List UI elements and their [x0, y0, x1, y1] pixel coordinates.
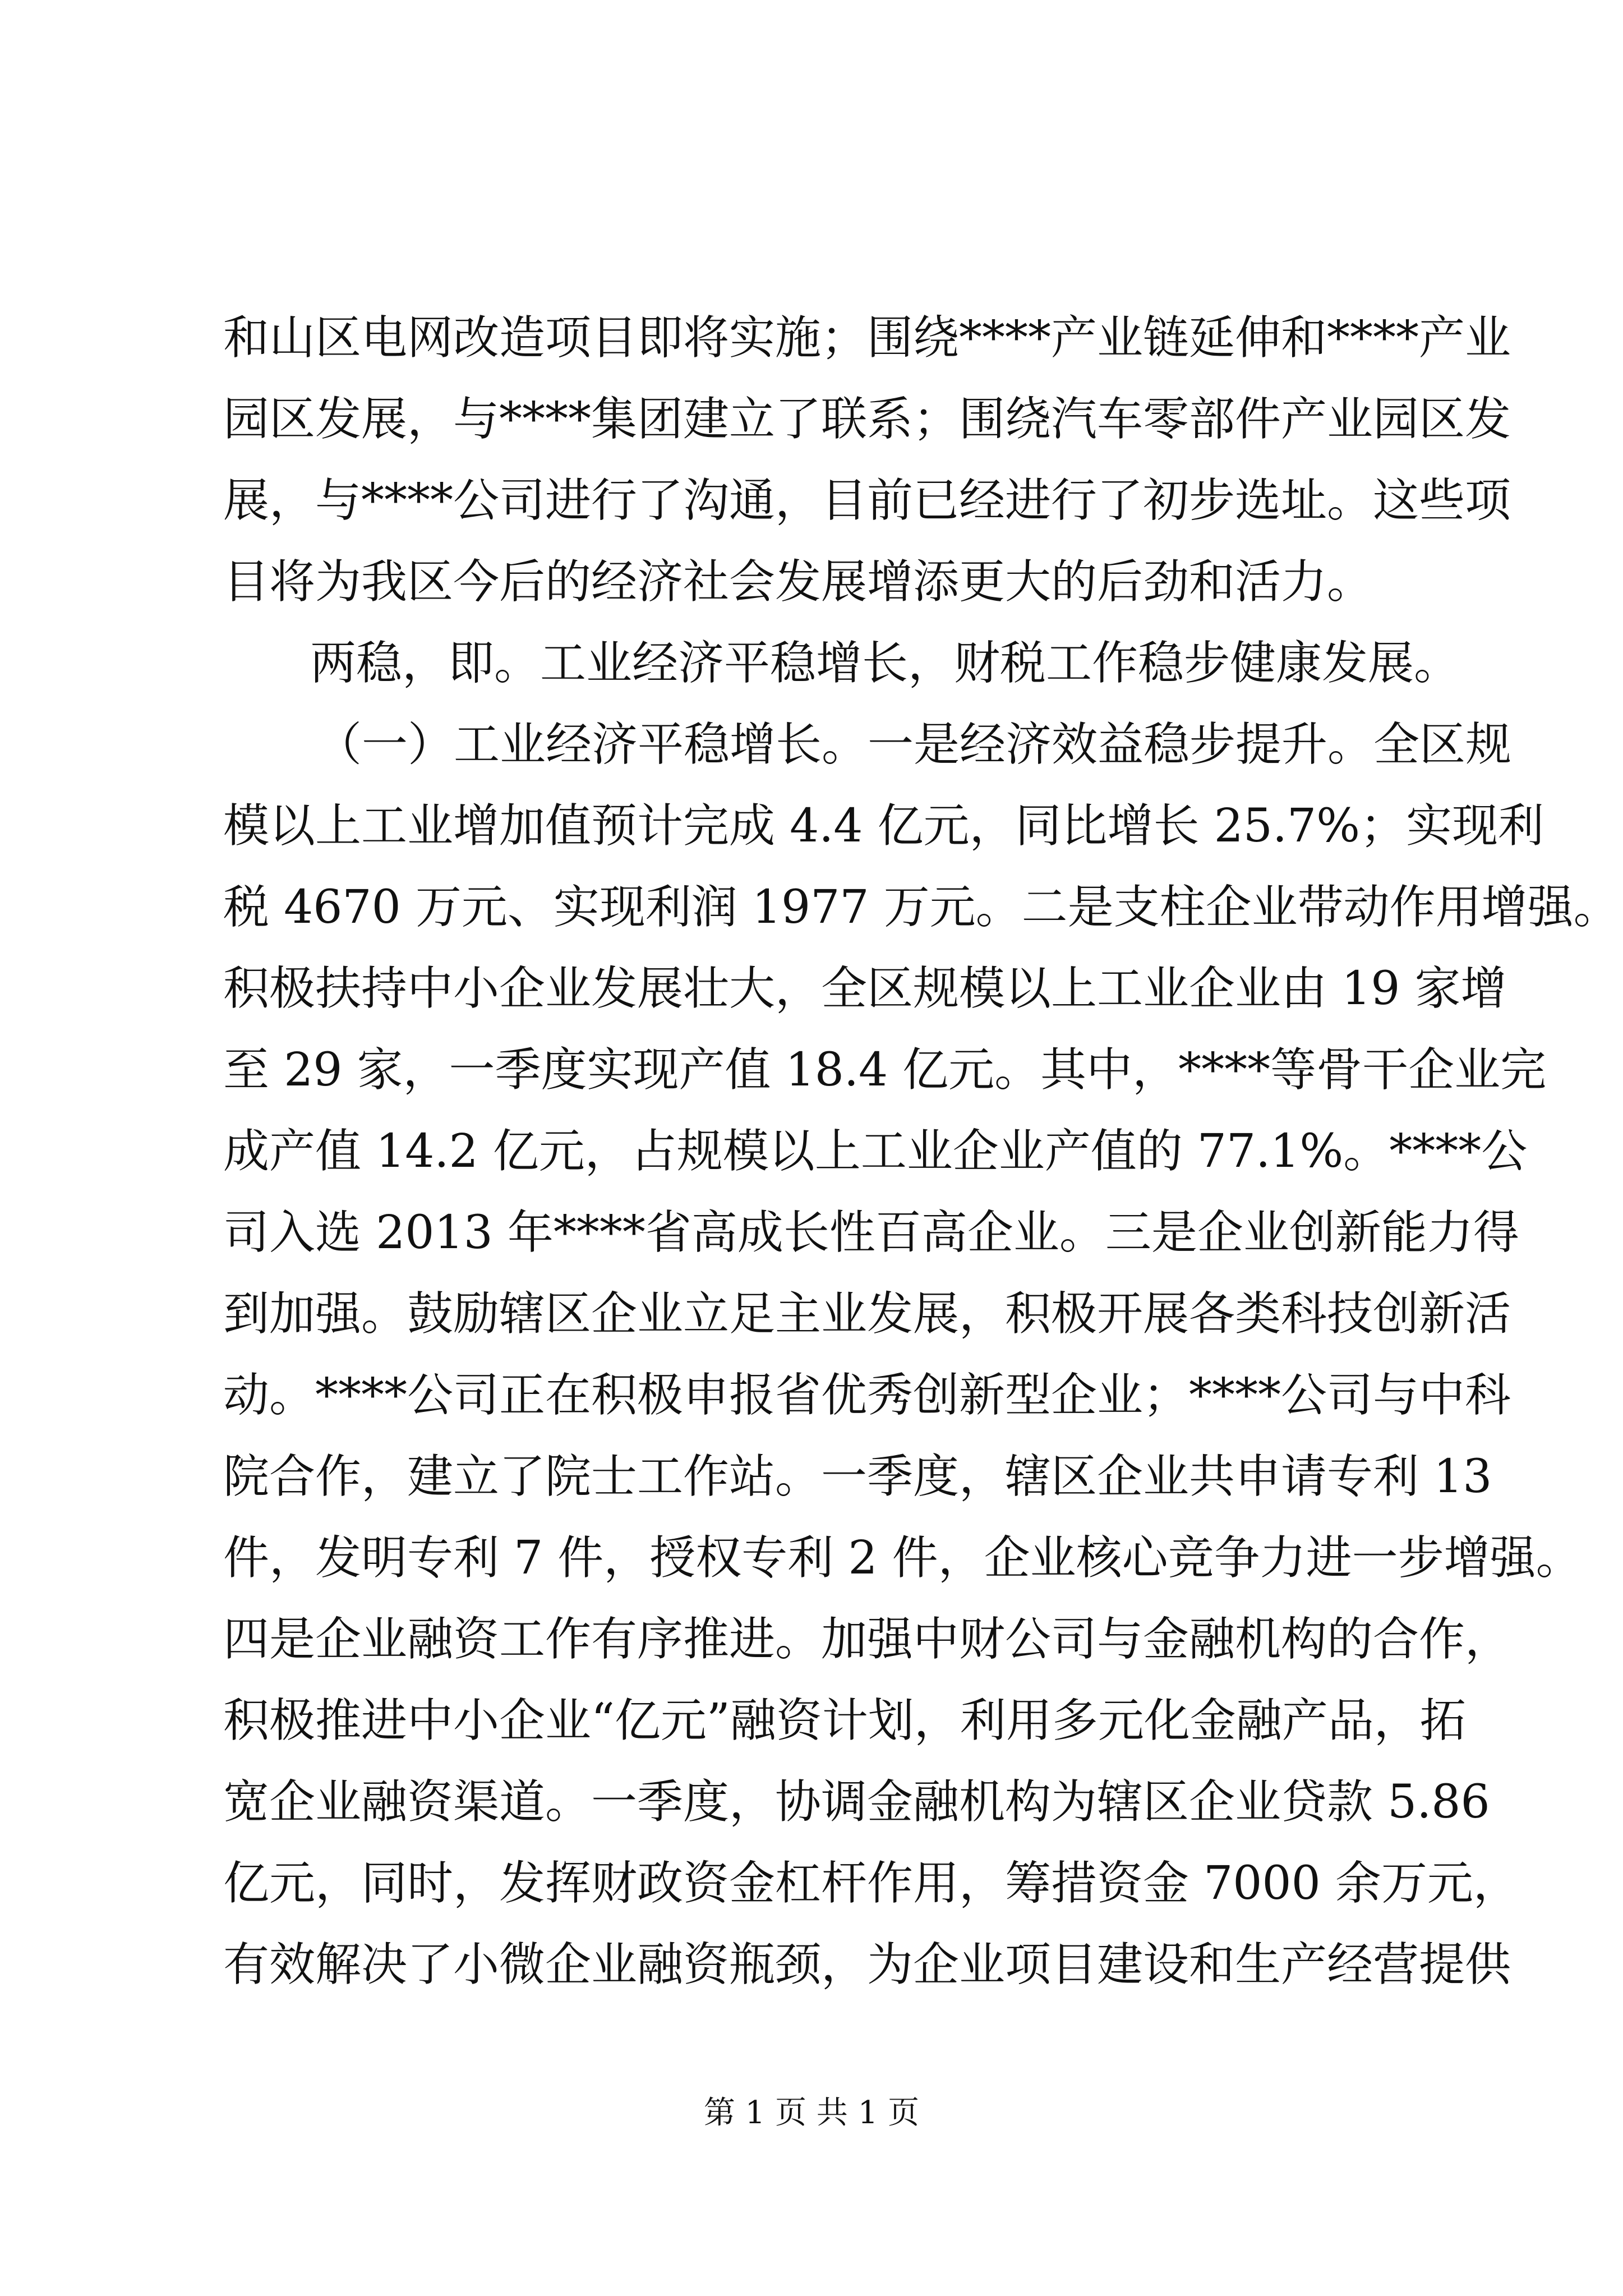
text-line: 宽企业融资渠道。一季度，协调金融机构为辖区企业贷款 5.86	[223, 1775, 1490, 1829]
text-line: 至 29 家，一季度实现产值 18.4 亿元。其中，****等骨干企业完	[223, 1043, 1547, 1097]
body-text	[223, 297, 1620, 2005]
text-line: 司入选 2013 年****省高成长性百高企业。三是企业创新能力得	[223, 1206, 1519, 1259]
text-line: 园区发展，与****集团建立了联系；围绕汽车零部件产业园区发	[223, 393, 1511, 446]
text-line: 院合作，建立了院士工作站。一季度，辖区企业共申请专利 13	[223, 1450, 1492, 1503]
text-line: 税 4670 万元、实现利润 1977 万元。二是支柱企业带动作用增强。	[223, 881, 1620, 934]
text-line: 动。****公司正在积极申报省优秀创新型企业；****公司与中科	[223, 1369, 1511, 1422]
text-line: 展，与****公司进行了沟通，目前已经进行了初步选址。这些项	[223, 474, 1511, 527]
text-line: 有效解决了小微企业融资瓶颈，为企业项目建设和生产经营提供	[223, 1938, 1511, 1991]
text-line: 积极扶持中小企业发展壮大，全区规模以上工业企业由 19 家增	[223, 962, 1507, 1015]
text-line: 模以上工业增加值预计完成 4.4 亿元，同比增长 25.7%；实现利	[223, 799, 1544, 853]
paragraph-first-line: 两稳，即。工业经济平稳增长，财税工作稳步健康发展。	[310, 637, 1460, 690]
text-line: 到加强。鼓励辖区企业立足主业发展，积极开展各类科技创新活	[223, 1287, 1511, 1341]
paragraph-first-line: （一）工业经济平稳增长。一是经济效益稳步提升。全区规	[316, 718, 1512, 771]
text-line: 积极推进中小企业“亿元”融资计划，利用多元化金融产品，拓	[223, 1694, 1466, 1747]
text-line: 成产值 14.2 亿元，占规模以上工业企业产值的 77.1%。****公	[223, 1125, 1528, 1178]
text-line: 和山区电网改造项目即将实施；围绕****产业链延伸和****产业	[223, 311, 1511, 365]
text-line: 四是企业融资工作有序推进。加强中财公司与金融机构的合作，	[223, 1613, 1511, 1666]
text-line: 亿元，同时，发挥财政资金杠杆作用，筹措资金 7000 余万元，	[223, 1857, 1519, 1910]
text-line: 件，发明专利 7 件，授权专利 2 件，企业核心竞争力进一步增强。	[223, 1531, 1582, 1585]
page-footer: 第 1 页 共 1 页	[703, 2095, 920, 2131]
text-line: 目将为我区今后的经济社会发展增添更大的后劲和活力。	[223, 555, 1373, 609]
